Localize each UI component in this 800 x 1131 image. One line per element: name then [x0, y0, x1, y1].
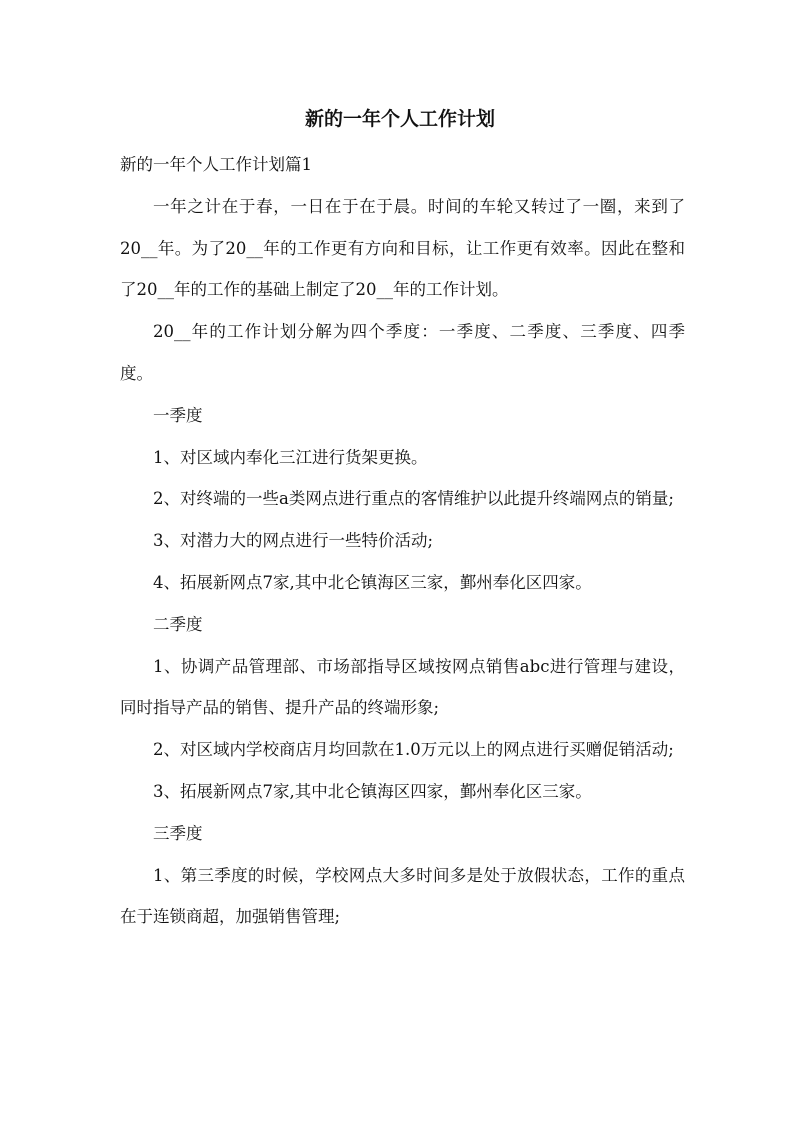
document-title: 新的一年个人工作计划 — [304, 108, 495, 130]
list-item: 3、对潜力大的网点进行一些特价活动; — [153, 531, 434, 551]
list-item: 3、拓展新网点7家,其中北仑镇海区四家，鄞州奉化区三家。 — [153, 781, 592, 801]
list-item: 2、对区域内学校商店月均回款在1.0万元以上的网点进行买赠促销活动; — [153, 740, 674, 760]
paragraph-quarters: 20__年的工作计划分解为四个季度：一季度、二季度、三季度、四季度。 — [120, 322, 685, 383]
list-item: 2、对终端的一些a类网点进行重点的客情维护以此提升终端网点的销量; — [153, 489, 674, 509]
section-heading-q3: 三季度 — [153, 823, 203, 843]
paragraph-intro: 一年之计在于春，一日在于在于晨。时间的车轮又转过了一圈，来到了20__年。为了20__年的工作更有方向和目标，让工作更有效率。因此在整和了20__年的工作的基础上制定了20__年的工作计划。 — [120, 196, 685, 300]
section-heading-q1: 一季度 — [153, 405, 203, 425]
list-item: 1、协调产品管理部、市场部指导区域按网点销售abc进行管理与建设，同时指导产品的销售、提升产品的终端形象; — [120, 656, 685, 718]
list-item: 4、拓展新网点7家,其中北仑镇海区三家，鄞州奉化区四家。 — [153, 572, 592, 592]
section-heading-q2: 二季度 — [153, 614, 203, 634]
document-body — [120, 144, 685, 938]
document-subtitle: 新的一年个人工作计划篇1 — [120, 155, 312, 174]
list-item: 1、第三季度的时候，学校网点大多时间多是处于放假状态，工作的重点在于连锁商超，加强销售管理; — [120, 865, 685, 927]
list-item: 1、对区域内奉化三江进行货架更换。 — [153, 447, 428, 467]
